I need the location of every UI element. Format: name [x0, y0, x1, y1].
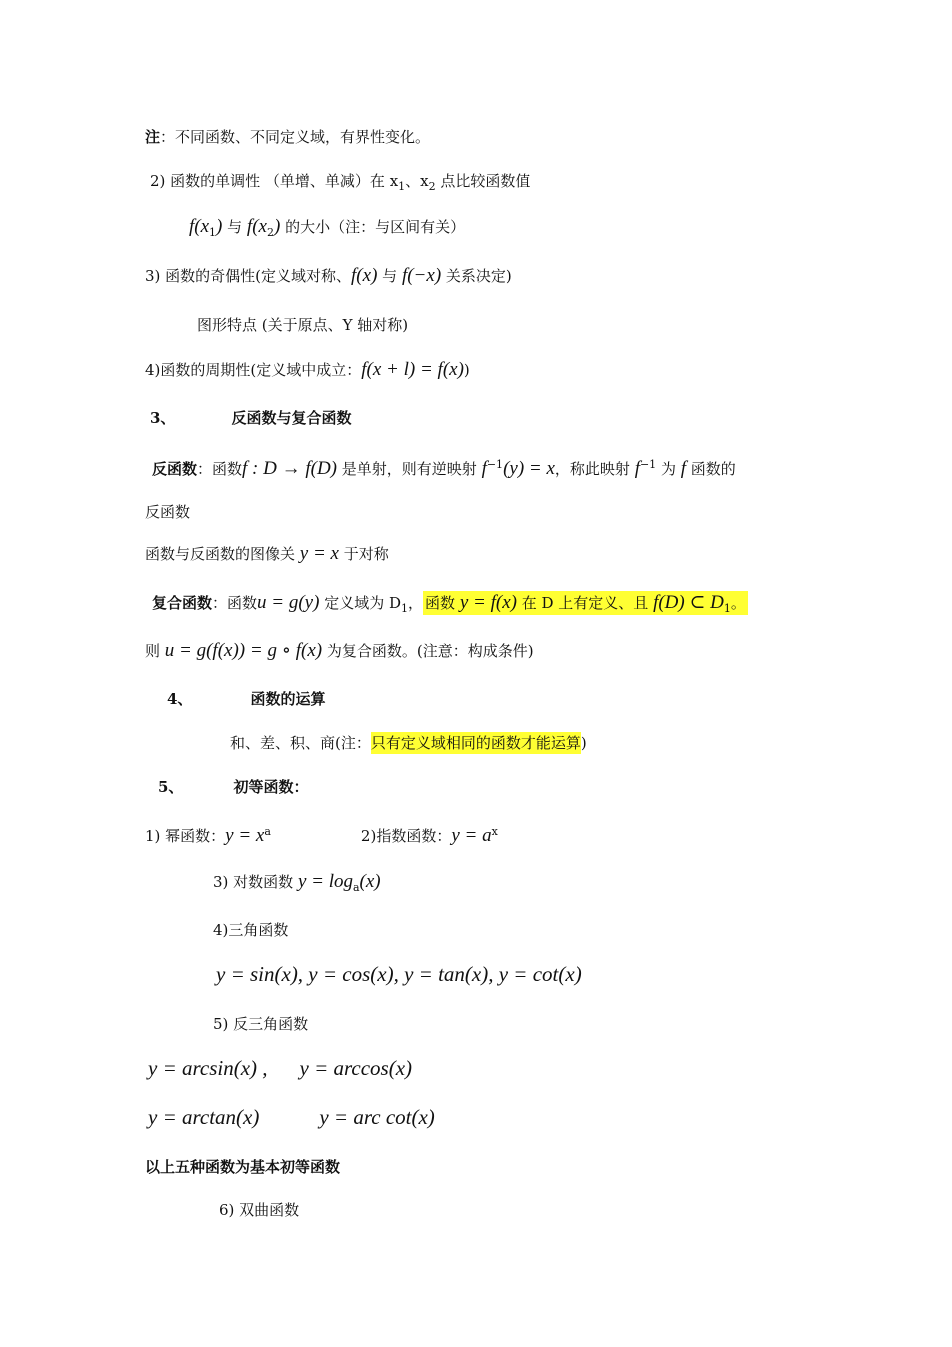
- section-title: 反函数与复合函数: [231, 409, 352, 427]
- text: 定义域为 D: [319, 594, 402, 612]
- text: 则: [145, 642, 165, 660]
- section-title: 函数的运算: [250, 690, 326, 708]
- formula: y = x: [225, 825, 265, 846]
- graph-feature-line: 图形特点 (关于原点、Y 轴对称): [197, 316, 409, 334]
- compare-line: [189, 217, 465, 243]
- section-number: 3、: [150, 409, 176, 427]
- text: ，称此映射: [554, 460, 635, 478]
- section-number: 5、: [158, 778, 184, 796]
- inverse-function-line: [152, 455, 736, 479]
- monotonicity-text: 2) 函数的单调性 （单增、单减）在 x: [150, 172, 399, 190]
- logarithm-line: [213, 872, 381, 898]
- composite-function-line: [152, 593, 748, 619]
- operations-line: [230, 733, 587, 753]
- text: 的大小（注：与区间有关）: [280, 218, 466, 236]
- periodicity-line: [145, 360, 470, 380]
- term-label: 反函数: [152, 460, 198, 478]
- text: 为复合函数。(注意：构成条件): [322, 642, 534, 660]
- inverse-trig-heading-line: 5) 反三角函数: [213, 1015, 309, 1033]
- text: 函数与反函数的图像关: [145, 545, 300, 563]
- text: 。: [730, 594, 746, 612]
- text: 1) 幂函数：: [145, 827, 226, 845]
- formula: f(x: [189, 216, 210, 237]
- section-title: 初等函数：: [233, 778, 309, 796]
- superscript: a: [264, 825, 271, 838]
- text: 关系决定): [441, 267, 512, 285]
- trig-formula-line: [216, 964, 582, 986]
- text: 是单射，则有逆映射: [337, 460, 482, 478]
- formula: f(D) ⊂ D: [653, 592, 724, 613]
- formula: f(x + l) = f(x): [361, 359, 464, 380]
- superscript: −1: [639, 458, 657, 471]
- formula: y = log: [297, 871, 353, 892]
- inverse-trig-formula-line-2: [148, 1107, 435, 1129]
- superscript: −1: [486, 458, 504, 471]
- text: ): [580, 734, 587, 752]
- formula: y = a: [451, 825, 492, 846]
- text: ，: [408, 594, 424, 612]
- formula: (y) = x: [503, 458, 555, 479]
- parity-line: [145, 266, 512, 286]
- text: ：函数: [212, 594, 258, 612]
- subscript: 1: [401, 602, 409, 615]
- note-label: 注: [145, 128, 161, 146]
- formula: f: [680, 458, 687, 479]
- formula: y = x: [299, 543, 339, 564]
- composite-definition-line: [145, 641, 534, 661]
- formula: y = sin(x), y = cos(x), y = tan(x), y = cot(x): [216, 962, 582, 986]
- section-heading-4: [167, 689, 325, 709]
- subscript: 2: [428, 180, 436, 193]
- formula: y = arcsin(x) ,: [148, 1056, 268, 1080]
- subscript: 1: [723, 602, 731, 615]
- text: 4)函数的周期性(定义域中成立：: [145, 361, 362, 379]
- section-heading-5: [158, 777, 308, 797]
- text: 3) 对数函数: [213, 873, 298, 891]
- text: 2)指数函数：: [360, 827, 452, 845]
- text: 于对称: [338, 545, 389, 563]
- text: 和、差、积、商(注：: [230, 734, 371, 752]
- text: 3) 函数的奇偶性(定义域对称、: [145, 267, 352, 285]
- text: 与: [222, 218, 247, 236]
- text: ): [463, 361, 470, 379]
- subscript: 1: [209, 226, 217, 239]
- formula: u = g(f(x)) = g ∘ f(x): [164, 640, 323, 661]
- formula: y = arccos(x): [299, 1056, 413, 1080]
- subscript: 1: [398, 180, 406, 193]
- subscript: a: [352, 881, 360, 894]
- text: 为: [656, 460, 681, 478]
- monotonicity-text-mid: 、x: [405, 172, 429, 190]
- section-number: 4、: [167, 690, 193, 708]
- formula: f(−x): [401, 265, 442, 286]
- inverse-graph-line: [145, 544, 389, 564]
- highlighted-condition: [423, 591, 748, 615]
- formula: y = arc cot(x): [319, 1105, 435, 1129]
- formula: y = f(x): [459, 592, 517, 613]
- section-heading-3: [150, 408, 351, 428]
- highlighted-note: 只有定义域相同的函数才能运算: [370, 734, 581, 752]
- text: 函数: [425, 594, 460, 612]
- formula: y = arctan(x): [148, 1105, 260, 1129]
- hyperbolic-heading-line: 6) 双曲函数: [219, 1201, 300, 1219]
- power-exponential-line: [145, 822, 498, 846]
- formula: (x): [359, 871, 381, 892]
- text: 与: [377, 267, 402, 285]
- text: ：函数: [197, 460, 243, 478]
- trig-heading-line: 4)三角函数: [213, 921, 289, 939]
- formula: f : D → f(D): [242, 458, 338, 479]
- inverse-function-continued: 反函数: [145, 503, 191, 521]
- monotonicity-line: [150, 171, 530, 197]
- note-text: ：不同函数、不同定义域，有界性变化。: [160, 128, 431, 146]
- term-label: 复合函数: [152, 594, 213, 612]
- formula: f: [634, 458, 640, 479]
- superscript: x: [491, 825, 498, 838]
- subscript: 2: [266, 226, 274, 239]
- text: 在 D 上有定义、且: [516, 594, 654, 612]
- text: 函数的: [686, 460, 736, 478]
- monotonicity-text-end: 点比较函数值: [435, 172, 531, 190]
- formula: u = g(y): [257, 592, 320, 613]
- basic-elementary-summary: 以上五种函数为基本初等函数: [145, 1158, 341, 1176]
- formula: ): [216, 216, 223, 237]
- note-line: [145, 127, 430, 147]
- formula: f(x): [351, 265, 378, 286]
- formula: ): [273, 216, 281, 237]
- inverse-trig-formula-line-1: [148, 1058, 412, 1080]
- formula: f(x: [246, 216, 267, 237]
- formula: f: [481, 458, 487, 479]
